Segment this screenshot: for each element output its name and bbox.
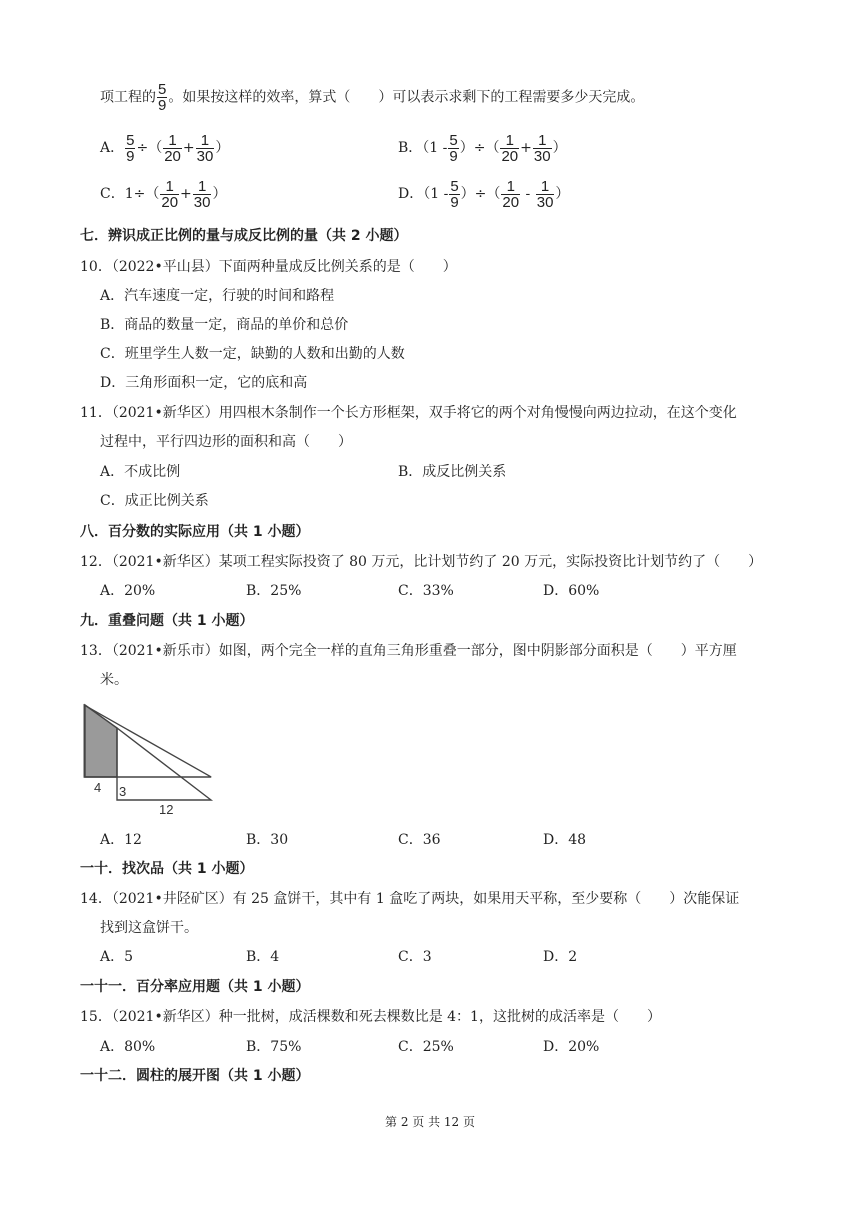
q11-stem-line2: 过程中，平行四边形的面积和高（ ）: [100, 434, 352, 450]
q13-option-b: B．30: [246, 832, 289, 848]
right-triangle-2: [117, 728, 211, 800]
fraction: $\frac{1}{30}$: [193, 177, 211, 211]
fraction: $\frac{1}{20}$: [501, 131, 519, 165]
q9-option-d: D．（1 - $\frac{5}{9}$ ）÷（ $\frac{1}{20}$ - $\frac{1}{30}$ ）: [398, 177, 570, 211]
q10-option-a: A．汽车速度一定，行驶的时间和路程: [100, 288, 335, 304]
q9-option-a: A． $\frac{5}{9}$ ÷（ $\frac{1}{20}$ + $\frac{1}{30}$ ）: [100, 131, 230, 165]
q11-option-c: C．成正比例关系: [100, 493, 209, 509]
q11-option-b: B．成反比例关系: [398, 464, 507, 480]
q9-option-b: B．（1 - $\frac{5}{9}$ ）÷（ $\frac{1}{20}$ + $\frac{1}{30}$ ）: [398, 131, 567, 165]
label-3: 3: [119, 784, 127, 799]
q14-stem-line2: 找到这盒饼干。: [100, 920, 198, 936]
q15-option-a: A．80%: [100, 1039, 156, 1055]
fraction: $\frac{1}{20}$: [161, 177, 179, 211]
q13-option-a: A．12: [100, 832, 142, 848]
q15-option-b: B．75%: [246, 1039, 302, 1055]
q9-stem-pre: 项工程的: [100, 89, 156, 106]
q13-option-d: D．48: [543, 832, 587, 848]
q14-stem-line1: 14．（2021•井陉矿区）有 25 盒饼干，其中有 1 盒吃了两块，如果用天平称，至少要称（ ）次能保证: [80, 891, 740, 907]
q12-stem: 12．（2021•新华区）某项工程实际投资了 80 万元，比计划节约了 20 万元，实际投资比计划节约了（ ）: [80, 554, 763, 570]
q10-option-c: C．班里学生人数一定，缺勤的人数和出勤的人数: [100, 346, 405, 362]
section-heading: 一十二．圆柱的展开图（共 1 小题）: [80, 1068, 310, 1084]
q10-option-d: D．三角形面积一定，它的底和高: [100, 375, 308, 391]
q13-option-c: C．36: [398, 832, 441, 848]
q9-stem-post: 。如果按这样的效率，算式（ ）可以表示求剩下的工程需要多少天完成。: [168, 89, 645, 106]
fraction: $\frac{5}{9}$: [450, 177, 459, 211]
q15-option-c: C．25%: [398, 1039, 454, 1055]
fraction: $\frac{5}{9}$: [449, 131, 458, 165]
q14-option-b: B．4: [246, 949, 280, 965]
q10-stem: 10．（2022•平山县）下面两种量成反比例关系的是（ ）: [80, 259, 457, 275]
fraction: $\frac{5}{9}$: [158, 81, 167, 114]
section-heading: 七．辨识成正比例的量与成反比例的量（共 2 小题）: [80, 228, 408, 244]
fraction: $\frac{1}{30}$: [536, 177, 554, 211]
q14-option-d: D．2: [543, 949, 578, 965]
q9-stem: [100, 82, 644, 113]
q14-option-c: C．3: [398, 949, 432, 965]
fraction: $\frac{1}{20}$: [502, 177, 520, 211]
q12-option-a: A．20%: [100, 583, 156, 599]
q14-option-a: A．5: [100, 949, 134, 965]
fraction: $\frac{1}{30}$: [533, 131, 551, 165]
q12-option-c: C．33%: [398, 583, 454, 599]
q15-stem: 15．（2021•新华区）种一批树，成活棵数和死去棵数比是 4：1，这批树的成活率是（ ）: [80, 1009, 661, 1025]
triangles-figure: [80, 700, 220, 820]
q10-option-b: B．商品的数量一定，商品的单价和总价: [100, 317, 349, 333]
q15-option-d: D．20%: [543, 1039, 600, 1055]
section-heading: 一十．找次品（共 1 小题）: [80, 861, 254, 877]
page-footer: 第 2 页 共 12 页: [385, 1115, 475, 1129]
q11-stem-line1: 11．（2021•新华区）用四根木条制作一个长方形框架，双手将它的两个对角慢慢向两边拉动，在这个变化: [80, 405, 737, 421]
label-4: 4: [94, 780, 102, 795]
q12-option-b: B．25%: [246, 583, 302, 599]
shaded-region: [85, 705, 117, 777]
section-heading: 八．百分数的实际应用（共 1 小题）: [80, 524, 310, 540]
q13-stem-line1: 13．（2021•新乐市）如图，两个完全一样的直角三角形重叠一部分，图中阴影部分面积是（ ）平方厘: [80, 643, 737, 659]
fraction: $\frac{5}{9}$: [126, 131, 135, 165]
section-heading: 一十一．百分率应用题（共 1 小题）: [80, 979, 310, 995]
q11-option-a: A．不成比例: [100, 464, 181, 480]
fraction: $\frac{1}{30}$: [196, 131, 214, 165]
label-12: 12: [159, 802, 174, 817]
q9-option-c: C．1÷（ $\frac{1}{20}$ + $\frac{1}{30}$ ）: [100, 177, 227, 211]
fraction: $\frac{1}{20}$: [164, 131, 181, 165]
q12-option-d: D．60%: [543, 583, 600, 599]
section-heading: 九．重叠问题（共 1 小题）: [80, 613, 254, 629]
q13-stem-line2: 米。: [100, 672, 128, 688]
